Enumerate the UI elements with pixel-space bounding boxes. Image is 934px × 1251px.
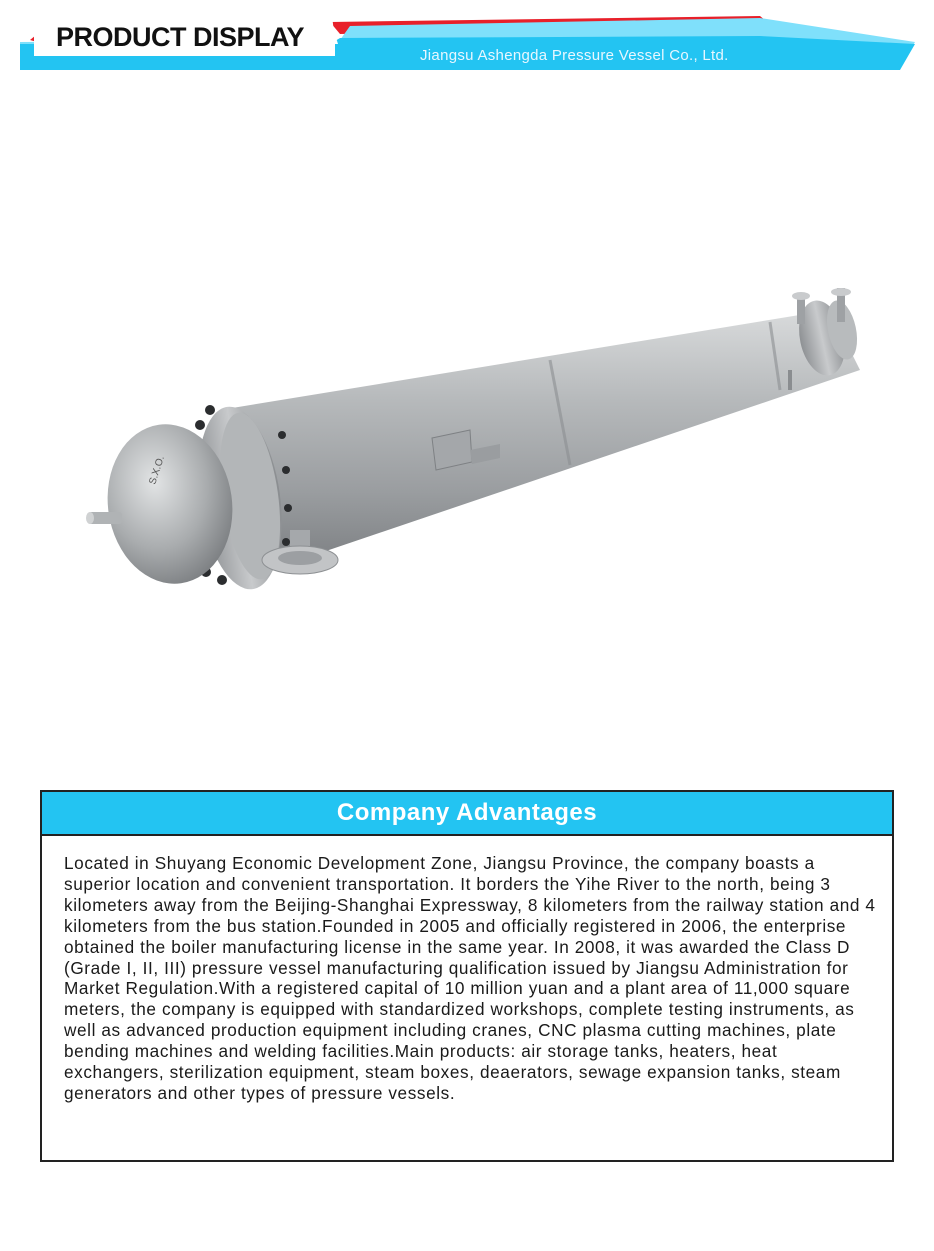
advantages-header — [42, 792, 892, 836]
advantages-title: Company Advantages — [336, 799, 598, 826]
product-image — [70, 230, 875, 600]
vessel-marking: S.X.O. — [147, 454, 167, 486]
company-name: Jiangsu Ashengda Pressure Vessel Co., Ltd. — [420, 47, 729, 64]
heat-exchanger-icon — [70, 230, 875, 600]
company-advantages-panel — [40, 790, 894, 1162]
page-title: PRODUCT DISPLAY — [56, 22, 305, 52]
header-banner — [0, 0, 934, 80]
advantages-text: Located in Shuyang Economic Development Zone, Jiangsu Province, the company boasts a superior location and convenient transportation. It borders the Yihe River to the north, being 3 kilometers away from the Beijing-Shanghai Expressway, 8 kilometers from the railway station and 4 kilometers from the bus station.Founded in 2005 and officially registered in 2006, the enterprise obtained the boiler manufacturing license in the same year. In 2008, it was awarded the Class D (Grade I, II, III) pressure vessel manufacturing qualification issued by Jiangsu Administration for Market Regulation.With a registered capital of 10 million yuan and a plant area of 11,000 square meters, the company is equipped with standardized workshops, complete testing instruments, as well as advanced production equipment including cranes, CNC plasma cutting machines, plate bending machines and welding facilities.Main products: air storage tanks, heaters, heat exchangers, sterilization equipment, steam boxes, deaerators, sewage expansion tanks, steam generators and other types of pressure vessels. — [64, 853, 876, 1103]
